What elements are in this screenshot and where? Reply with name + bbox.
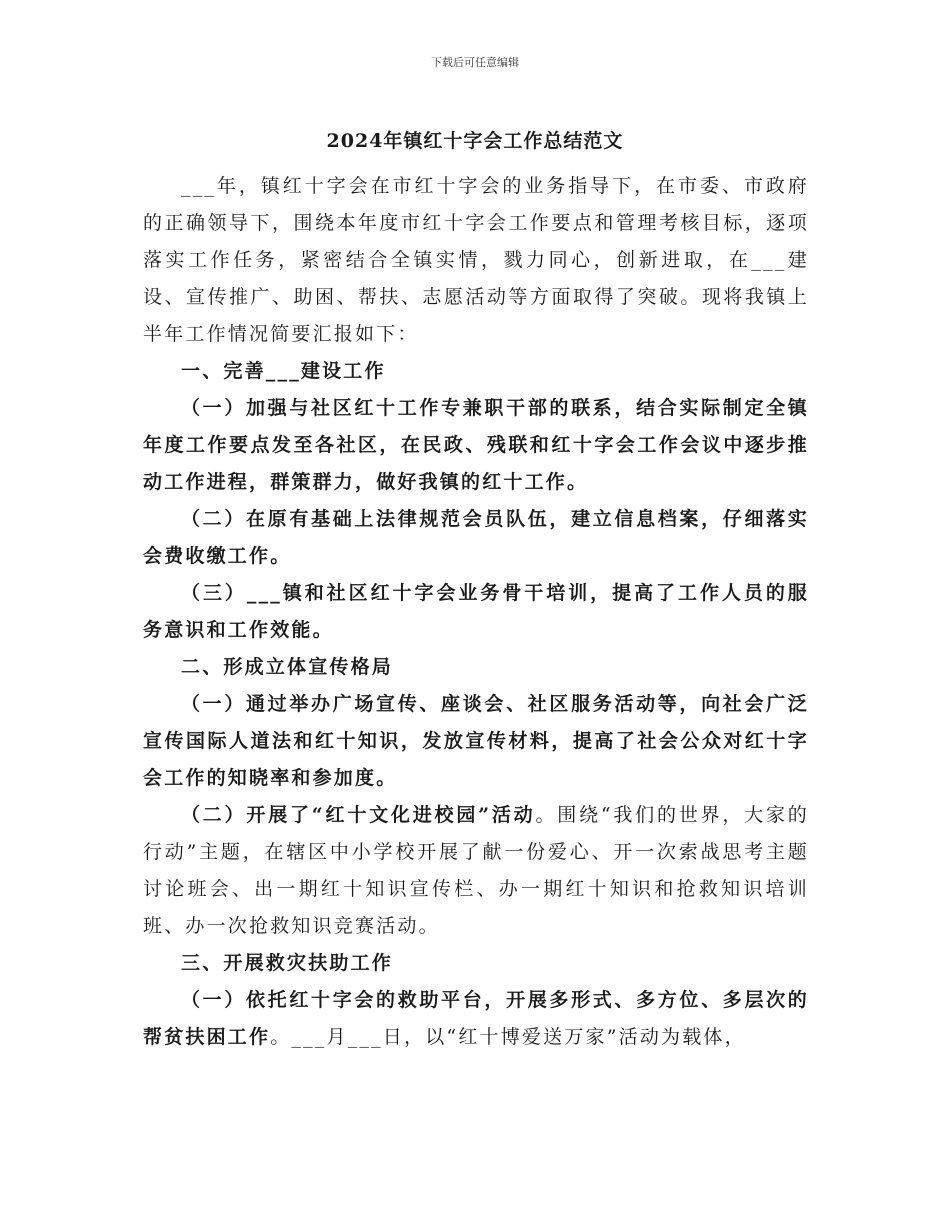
section-2-item-2-lead: （二）开展了“红十文化进校园”活动 (181, 804, 536, 826)
page-title: 2024年镇红十字会工作总结范文 (326, 130, 624, 152)
section-3-item-1-body: 。___月___日，以“红十博爱送万家”活动为载体， (270, 1026, 746, 1048)
section-3-item-1-lead: （一）依托红十字会的救助平台，开展多形式、多方位、多层次的帮贫扶困工作 (143, 989, 809, 1048)
section-2-item-2-body: 。围绕“我们的世界，大家的行动”主题，在辖区中小学校开展了献一份爱心、开一次索战思考主题讨论班会、出一期红十知识宣传栏、办一期红十知识和抢救知识培训班、办一次抢救知识竞赛活动。 (143, 804, 809, 937)
intro-paragraph: ___年，镇红十字会在市红十字会的业务指导下，在市委、市政府的正确领导下，围绕本年度市红十字会工作要点和管理考核目标，逐项落实工作任务，紧密结合全镇实情，戮力同心，创新进取，在___建设、宣传推广、助困、帮扶、志愿活动等方面取得了突破。现将我镇上半年工作情况简要汇报如下： (143, 175, 809, 345)
section-heading-3: 三、开展救灾扶助工作 (181, 952, 394, 974)
section-1-item-1: （一）加强与社区红十工作专兼职干部的联系，结合实际制定全镇年度工作要点发至各社区，在民政、残联和红十字会工作会议中逐步推动工作进程，群策群力，做好我镇的红十工作。 (143, 397, 809, 493)
document-body (143, 168, 809, 1056)
section-1-item-2: （二）在原有基础上法律规范会员队伍，建立信息档案，仔细落实会费收缴工作。 (143, 508, 809, 567)
header-note: 下载后可任意编辑 (431, 56, 519, 69)
section-heading-2: 二、形成立体宣传格局 (181, 656, 394, 678)
section-2-item-1: （一）通过举办广场宣传、座谈会、社区服务活动等，向社会广泛宣传国际人道法和红十知识，发放宣传材料，提高了社会公众对红十字会工作的知晓率和参加度。 (143, 693, 809, 789)
section-1-item-3: （三）___镇和社区红十字会业务骨干培训，提高了工作人员的服务意识和工作效能。 (143, 582, 809, 641)
section-heading-1: 一、完善___建设工作 (181, 360, 386, 382)
section-3-item-1 (143, 982, 809, 1056)
section-2-item-2 (143, 797, 809, 945)
